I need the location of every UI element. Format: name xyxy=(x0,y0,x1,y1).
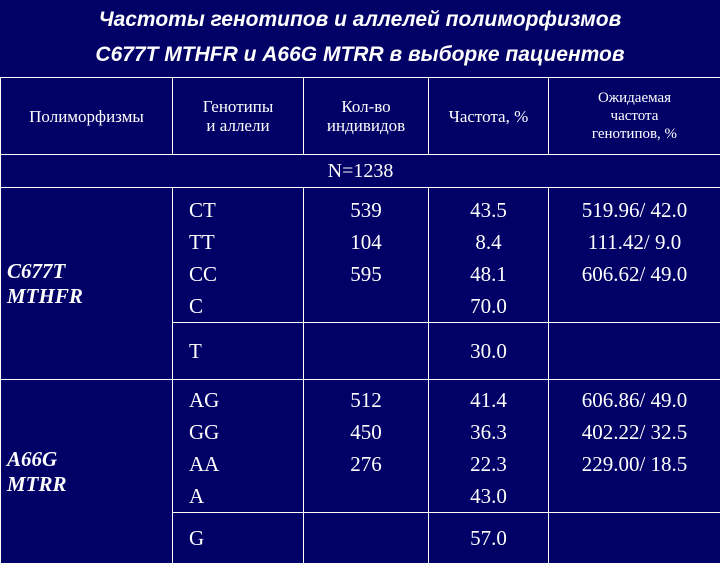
slide-title xyxy=(0,2,720,72)
genotype-list xyxy=(173,188,304,323)
allele-label: T xyxy=(173,323,304,380)
expected-list xyxy=(549,188,720,323)
sample-size-row xyxy=(1,155,720,188)
list-value: 606.62/ 49.0 xyxy=(549,258,720,290)
sample-size: N=1238 xyxy=(1,155,720,188)
list-value: 229.00/ 18.5 xyxy=(549,448,720,480)
title-line-2: C677T MTHFR и A66G MTRR в выборке пациентов xyxy=(0,37,720,72)
allele-count-empty xyxy=(304,513,429,564)
list-value: 539 xyxy=(304,194,428,226)
group-row xyxy=(1,380,720,513)
list-value: 8.4 xyxy=(429,226,548,258)
title-line-1: Частоты генотипов и аллелей полиморфизмов xyxy=(0,2,720,37)
list-value: 43.5 xyxy=(429,194,548,226)
allele-expected-empty xyxy=(549,513,720,564)
group-row xyxy=(1,188,720,323)
list-value: 111.42/ 9.0 xyxy=(549,226,720,258)
list-value: 41.4 xyxy=(429,384,548,416)
polymorphism-name: A66G MTRR xyxy=(1,380,173,564)
allele-label: G xyxy=(173,513,304,564)
list-value: GG xyxy=(189,416,303,448)
header-frequency: Частота, % xyxy=(429,78,549,155)
list-value: 104 xyxy=(304,226,428,258)
list-value: CC xyxy=(189,258,303,290)
list-value: 402.22/ 32.5 xyxy=(549,416,720,448)
list-value: 450 xyxy=(304,416,428,448)
expected-list xyxy=(549,380,720,513)
count-list xyxy=(304,188,429,323)
count-list xyxy=(304,380,429,513)
list-value: 519.96/ 42.0 xyxy=(549,194,720,226)
allele-count-empty xyxy=(304,323,429,380)
list-value: 70.0 xyxy=(429,290,548,322)
list-value: 512 xyxy=(304,384,428,416)
header-polymorphisms: Полиморфизмы xyxy=(1,78,173,155)
list-value: A xyxy=(189,480,303,512)
allele-expected-empty xyxy=(549,323,720,380)
list-value: CT xyxy=(189,194,303,226)
list-value: C xyxy=(189,290,303,322)
list-value: 48.1 xyxy=(429,258,548,290)
list-value: TT xyxy=(189,226,303,258)
header-genotypes: Генотипы и аллели xyxy=(173,78,304,155)
header-expected: Ожидаемая частота генотипов, % xyxy=(549,78,720,155)
allele-frequency: 57.0 xyxy=(429,513,549,564)
frequency-list xyxy=(429,188,549,323)
list-value: 595 xyxy=(304,258,428,290)
genotype-list xyxy=(173,380,304,513)
list-value: 43.0 xyxy=(429,480,548,512)
list-value: 22.3 xyxy=(429,448,548,480)
list-value: AA xyxy=(189,448,303,480)
header-count: Кол-во индивидов xyxy=(304,78,429,155)
frequency-list xyxy=(429,380,549,513)
allele-frequency: 30.0 xyxy=(429,323,549,380)
header-row xyxy=(1,78,720,155)
list-value: AG xyxy=(189,384,303,416)
polymorphism-name: C677T MTHFR xyxy=(1,188,173,380)
list-value: 606.86/ 49.0 xyxy=(549,384,720,416)
frequency-table xyxy=(0,77,720,564)
list-value: 276 xyxy=(304,448,428,480)
list-value: 36.3 xyxy=(429,416,548,448)
